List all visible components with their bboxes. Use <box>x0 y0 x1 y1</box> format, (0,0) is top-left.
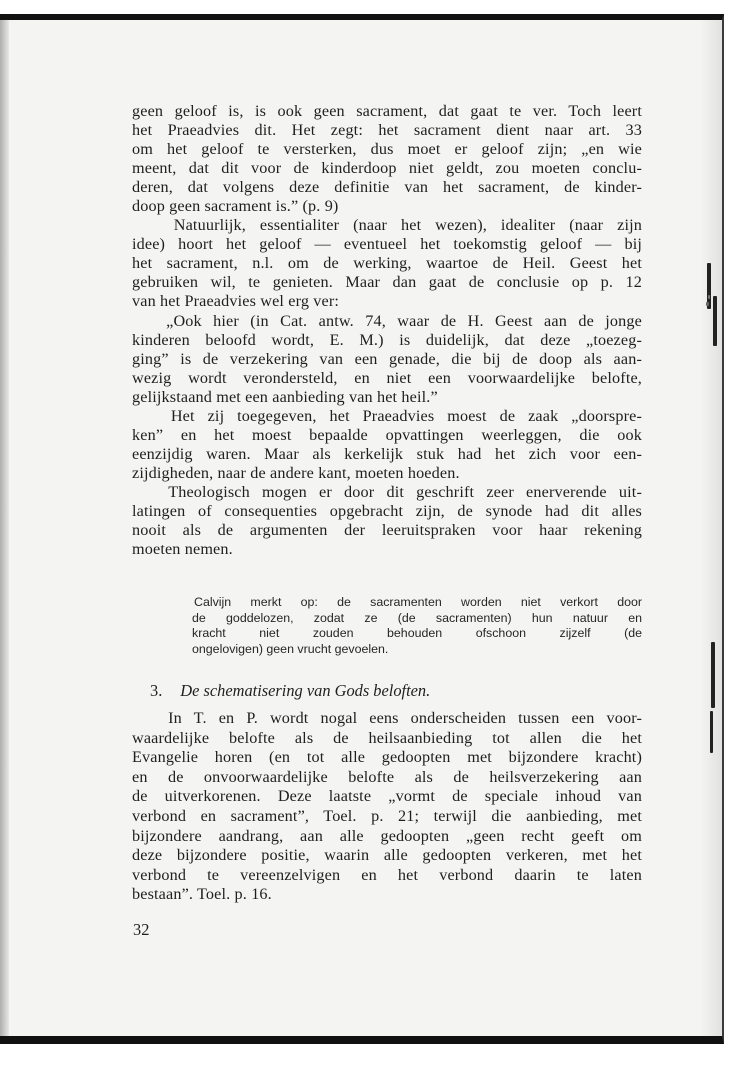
text-line: om het geloof te versterken, dus moet er geloof zijn; „en wie <box>132 140 642 159</box>
text-line: Het zij toegegeven, het Praeadvies moest de zaak „doorspre- <box>132 406 642 425</box>
text-line: zijdigheden, naar de andere kant, moeten hoeden. <box>132 463 460 482</box>
body-text-section-3 <box>132 709 642 905</box>
text-line: meent, dat dit voor de kinderdoop niet geldt, zou moeten conclu- <box>132 159 642 178</box>
text-line: bestaan”. Toel. p. 16. <box>132 885 272 904</box>
text-line: deze bijzondere positie, waarin alle gedoopten verkeren, met het <box>132 846 642 865</box>
margin-mark <box>710 711 713 753</box>
text-line: Theologisch mogen er door dit geschrift zeer enerverende uit- <box>132 482 642 501</box>
quote-line: kracht niet zouden behouden ofschoon zijzelf (de <box>192 626 642 640</box>
text-line: gebruiken wil, te genieten. Maar dan gaat de conclusie op p. 12 <box>132 273 642 292</box>
text-line: bijzondere aandrang, aan alle gedoopten „geen recht geeft om <box>132 826 642 845</box>
margin-mark <box>713 296 717 346</box>
text-line: Natuurlijk, essentialiter (naar het wezen), idealiter (naar zijn <box>132 216 642 235</box>
text-line: gelijkstaand met een aanbieding van het heil.” <box>132 387 438 406</box>
page-left-edge-shadow <box>0 20 9 1036</box>
text-line: latingen of consequenties opgebracht zijn, de synode had dit alles <box>132 501 642 520</box>
text-line: In T. en P. wordt nogal eens onderscheiden tussen een voor- <box>132 709 642 727</box>
body-text-section-1 <box>132 102 642 559</box>
page-fold-shadow <box>700 20 722 1036</box>
text-line: doop geen sacrament is.” (p. 9) <box>132 197 339 216</box>
text-line: ken” en het moest bepaalde opvattingen weerleggen, die ook <box>132 425 642 444</box>
section-heading <box>150 681 430 701</box>
text-line: verbond en sacrament”, Toel. p. 21; terwijl die aanbieding, met <box>132 806 642 825</box>
text-line: kinderen beloofd wordt, E. M.) is duidelijk, dat deze „toezeg- <box>132 330 642 349</box>
text-line: ging” is de verzekering van een genade, die bij de doop als aan- <box>132 349 642 368</box>
text-line: geen geloof is, is ook geen sacrament, dat gaat te ver. Toch leert <box>132 102 642 120</box>
text-line: eenzijdig waren. Maar als kerkelijk stuk had het zich voor een- <box>132 444 642 463</box>
quote-line: Calvijn merkt op: de sacramenten worden niet verkort door <box>194 595 642 609</box>
text-line: verbond te vereenzelvigen en het verbond daarin te laten <box>132 865 642 884</box>
text-line: van het Praeadvies wel erg ver: <box>132 292 340 311</box>
calvin-quote <box>192 595 642 657</box>
margin-mark <box>711 642 715 708</box>
text-line: idee) hoort het geloof — eventueel het toekomstig geloof — bij <box>132 235 642 254</box>
text-line: het Praeadvies dit. Het zegt: het sacrament dient naar art. 33 <box>132 121 642 140</box>
text-line: „Ook hier (in Cat. antw. 74, waar de H. Geest aan de jonge <box>132 311 642 330</box>
text-line: het sacrament, n.l. om de werking, waartoe de Heil. Geest het <box>132 254 642 273</box>
text-line: wezig wordt verondersteld, en niet een voorwaardelijke belofte, <box>132 368 642 387</box>
text-line: Evangelie horen (en tot alle gedoopten met bijzondere kracht) <box>132 748 642 767</box>
margin-mark <box>706 302 709 306</box>
text-line: de uitverkorenen. Deze laatste „vormt de speciale inhoud van <box>132 787 642 806</box>
text-line: en de onvoorwaardelijke belofte als de heilsverzekering aan <box>132 767 642 786</box>
text-line: nooit als de argumenten der leeruitspraken voor haar rekening <box>132 521 642 540</box>
margin-mark <box>708 295 710 299</box>
quote-line: de goddelozen, zodat ze (de sacramenten) hun natuur en <box>192 610 642 625</box>
text-line: moeten nemen. <box>132 540 233 559</box>
section-number: 3. <box>150 681 163 700</box>
section-title: De schematisering van Gods beloften. <box>180 681 431 700</box>
text-line: waardelijke belofte als de heilsaanbieding tot allen die het <box>132 728 642 747</box>
page-number: 32 <box>133 920 150 939</box>
text-line: deren, dat volgens deze definitie van het sacrament, de kinder- <box>132 178 642 197</box>
quote-line: ongelovigen) geen vrucht gevoelen. <box>192 641 389 656</box>
